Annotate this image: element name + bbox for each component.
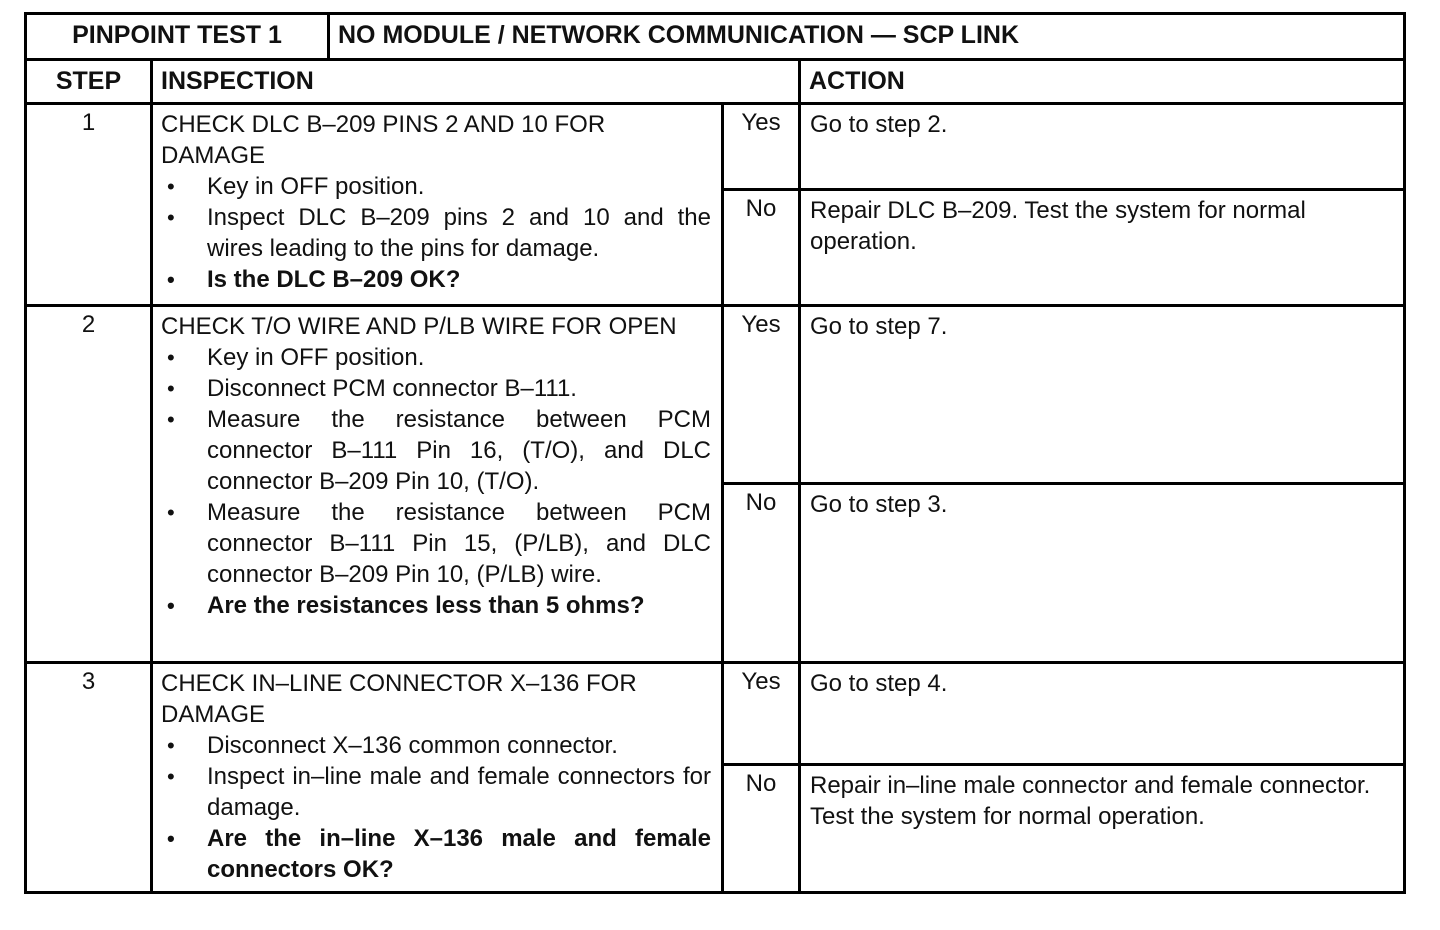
inspection-bullet: • Measure the resistance between PCM connector B–111 Pin 16, (T/O), and DLC connector B–209 Pin 10, (T/O). — [161, 404, 711, 497]
yes-no-cell — [724, 664, 801, 891]
inspection-bullet: • Measure the resistance between PCM connector B–111 Pin 15, (P/LB), and DLC connector B–209 Pin 10, (P/LB) wire. — [161, 497, 711, 590]
inspection-bullet: • Disconnect PCM connector B–111. — [161, 373, 711, 404]
inspection-question: • Are the resistances less than 5 ohms? — [161, 590, 711, 621]
inspection-bullet: • Inspect DLC B–209 pins 2 and 10 and the wires leading to the pins for damage. — [161, 202, 711, 264]
table-row-step-1 — [27, 105, 1403, 307]
action-cell — [801, 105, 1403, 304]
column-header-inspection: INSPECTION — [153, 61, 801, 105]
no-label: No — [745, 770, 777, 797]
step-number: 2 — [27, 307, 153, 661]
inspection-question: • Is the DLC B–209 OK? — [161, 264, 711, 295]
yes-action: Go to step 7. — [801, 307, 1403, 485]
column-header-action: ACTION — [801, 61, 1403, 105]
yes-no-cell — [724, 105, 801, 304]
inspection-bullet: • Inspect in–line male and female connectors for damage. — [161, 761, 711, 823]
test-id: PINPOINT TEST 1 — [27, 15, 330, 61]
yes-label: Yes — [724, 105, 798, 191]
inspection-cell — [153, 105, 724, 304]
column-header-step: STEP — [27, 61, 153, 105]
yes-no-cell — [724, 307, 801, 661]
yes-action: Go to step 4. — [801, 664, 1403, 766]
yes-label: Yes — [724, 664, 798, 766]
no-action: Repair in–line male connector and female connector. Test the system for normal operation. — [810, 772, 1371, 830]
inspection-bullet: • Disconnect X–136 common connector. — [161, 730, 711, 761]
table-row-step-2 — [27, 307, 1403, 664]
inspection-cell — [153, 307, 724, 661]
inspection-title: CHECK IN–LINE CONNECTOR X–136 FOR DAMAGE — [161, 670, 637, 728]
no-action: Go to step 3. — [810, 491, 948, 518]
yes-label: Yes — [724, 307, 798, 485]
inspection-question: • Are the in–line X–136 male and female connectors OK? — [161, 823, 711, 885]
inspection-title: CHECK T/O WIRE AND P/LB WIRE FOR OPEN — [161, 313, 677, 340]
table-row-step-3 — [27, 664, 1403, 891]
no-label: No — [745, 195, 777, 222]
inspection-title: CHECK DLC B–209 PINS 2 AND 10 FOR DAMAGE — [161, 111, 606, 169]
no-action: Repair DLC B–209. Test the system for normal operation. — [810, 197, 1306, 255]
action-cell — [801, 664, 1403, 891]
inspection-cell — [153, 664, 724, 891]
inspection-bullet: • Key in OFF position. — [161, 171, 711, 202]
pinpoint-test-table — [24, 12, 1406, 894]
no-label: No — [745, 489, 777, 516]
yes-action: Go to step 2. — [801, 105, 1403, 191]
step-number: 3 — [27, 664, 153, 891]
action-cell — [801, 307, 1403, 661]
test-title: NO MODULE / NETWORK COMMUNICATION — SCP LINK — [330, 15, 1403, 61]
step-number: 1 — [27, 105, 153, 304]
inspection-bullet: • Key in OFF position. — [161, 342, 711, 373]
